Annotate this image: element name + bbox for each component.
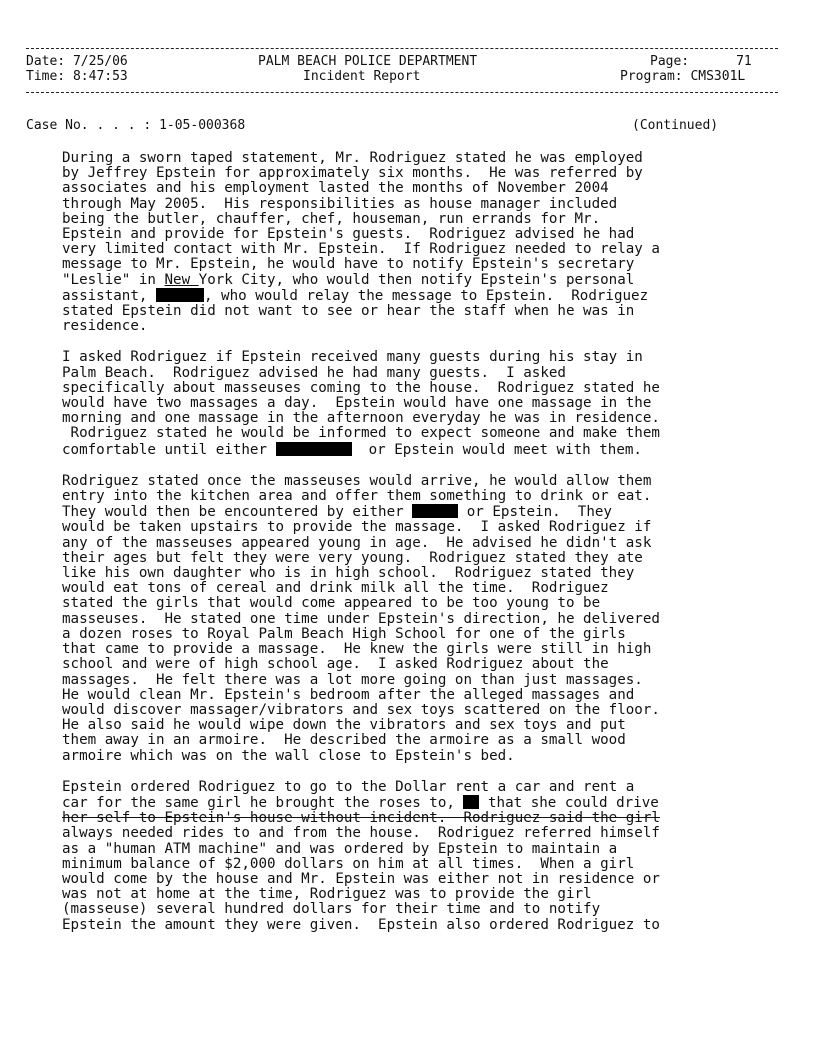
text-line: specifically about masseuses coming to the house. Rodriguez stated he	[62, 379, 660, 396]
text-line: morning and one massage in the afternoon everyday he was in residence.	[62, 410, 660, 427]
continued-label: (Continued)	[632, 118, 719, 133]
text-line: assistant, , who would relay the message to Epstein. Rodriguez	[62, 287, 649, 304]
text-line: would have two massages a day. Epstein would have one massage in the	[62, 395, 652, 412]
text-line: associates and his employment lasted the months of November 2004	[62, 180, 609, 197]
text-line: always needed rides to and from the house. Rodriguez referred himself	[62, 825, 660, 842]
text-line: They would then be encountered by either or Epstein. They	[62, 504, 612, 521]
text-line: "Leslie" in New York City, who would then notify Epstein's personal	[62, 271, 635, 288]
text-line: as a "human ATM machine" and was ordered by Epstein to maintain a	[62, 840, 618, 857]
header-rule-bottom	[26, 92, 778, 93]
text-line: stated Epstein did not want to see or hear the staff when he was in	[62, 303, 635, 320]
text-line: through May 2005. His responsibilities as house manager included	[62, 195, 618, 212]
text-line: minimum balance of $2,000 dollars on him at all times. When a girl	[62, 855, 635, 872]
report-date: Date: 7/25/06	[26, 54, 128, 69]
text-line: masseuses. He stated one time under Epstein's direction, he delivered	[62, 610, 660, 627]
text-line: I asked Rodriguez if Epstein received many guests during his stay in	[62, 349, 643, 366]
text-line: He would clean Mr. Epstein's bedroom after the alleged massages and	[62, 686, 635, 703]
text-line: would discover massager/vibrators and sex toys scattered on the floor.	[62, 701, 660, 718]
text-line: them away in an armoire. He described the armoire as a small wood	[62, 732, 626, 749]
paragraph-2	[62, 350, 782, 457]
program-id: Program: CMS301L	[620, 69, 746, 84]
text-line: like his own daughter who is in high school. Rodriguez stated they	[62, 565, 635, 582]
case-number: Case No. . . . : 1-05-000368	[26, 118, 246, 133]
text-line: Rodriguez stated he would be informed to expect someone and make them	[62, 425, 660, 442]
text-line: being the butler, chauffer, chef, houseman, run errands for Mr.	[62, 210, 601, 227]
text-line: entry into the kitchen area and offer them something to drink or eat.	[62, 488, 652, 505]
text-line: residence.	[62, 318, 148, 335]
text-line: comfortable until either or Epstein would meet with them.	[62, 441, 642, 458]
text-line: armoire which was on the wall close to Epstein's bed.	[62, 747, 515, 764]
text-line: their ages but felt they were very young. Rodriguez stated they ate	[62, 549, 643, 566]
agency-name: PALM BEACH POLICE DEPARTMENT	[258, 54, 478, 69]
text-line: very limited contact with Mr. Epstein. If Rodriguez needed to relay a	[62, 241, 660, 258]
text-line: would be taken upstairs to provide the massage. I asked Rodriguez if	[62, 519, 652, 536]
text-line: would eat tons of cereal and drink milk all the time. Rodriguez	[62, 580, 609, 597]
struck-text-line: her self to Epstein's house without incident. Rodriguez said the girl	[62, 810, 660, 827]
text-line: that came to provide a massage. He knew the girls were still in high	[62, 641, 652, 658]
paragraph-4	[62, 780, 782, 933]
text-line: stated the girls that would come appeared to be too young to be	[62, 595, 601, 612]
text-line: Epstein and provide for Epstein's guests. Rodriguez advised he had	[62, 226, 635, 243]
report-type: Incident Report	[303, 69, 421, 84]
text-line: car for the same girl he brought the roses to, that she could drive	[62, 794, 659, 811]
text-line: was not at home at the time, Rodriguez was to provide the girl	[62, 886, 592, 903]
text-line: (masseuse) several hundred dollars for their time and to notify	[62, 901, 601, 918]
redaction-block	[276, 442, 352, 456]
text-line: by Jeffrey Epstein for approximately six months. He was referred by	[62, 165, 643, 182]
text-line: Palm Beach. Rodriguez advised he had many guests. I asked	[62, 364, 566, 381]
report-narrative	[62, 151, 782, 949]
text-line: Epstein ordered Rodriguez to go to the Dollar rent a car and rent a	[62, 778, 635, 795]
header-rule-top	[26, 48, 778, 49]
text-line: He also said he would wipe down the vibrators and sex toys and put	[62, 717, 626, 734]
redaction-block	[463, 795, 479, 809]
text-line: During a sworn taped statement, Mr. Rodriguez stated he was employed	[62, 150, 643, 166]
redaction-block	[156, 288, 204, 302]
text-line: any of the masseuses appeared young in age. He advised he didn't ask	[62, 534, 652, 551]
paragraph-3	[62, 474, 782, 764]
text-line: would come by the house and Mr. Epstein was either not in residence or	[62, 870, 660, 887]
text-line: Epstein the amount they were given. Epstein also ordered Rodriguez to	[62, 916, 660, 933]
paragraph-1	[62, 151, 782, 334]
report-time: Time: 8:47:53	[26, 69, 128, 84]
text-line: massages. He felt there was a lot more going on than just massages.	[62, 671, 643, 688]
text-line: school and were of high school age. I asked Rodriguez about the	[62, 656, 609, 673]
redaction-block	[412, 504, 458, 518]
text-line: message to Mr. Epstein, he would have to notify Epstein's secretary	[62, 256, 635, 273]
text-line: Rodriguez stated once the masseuses would arrive, he would allow them	[62, 472, 652, 489]
page-number: Page: 71	[650, 54, 752, 69]
text-line: a dozen roses to Royal Palm Beach High School for one of the girls	[62, 625, 626, 642]
